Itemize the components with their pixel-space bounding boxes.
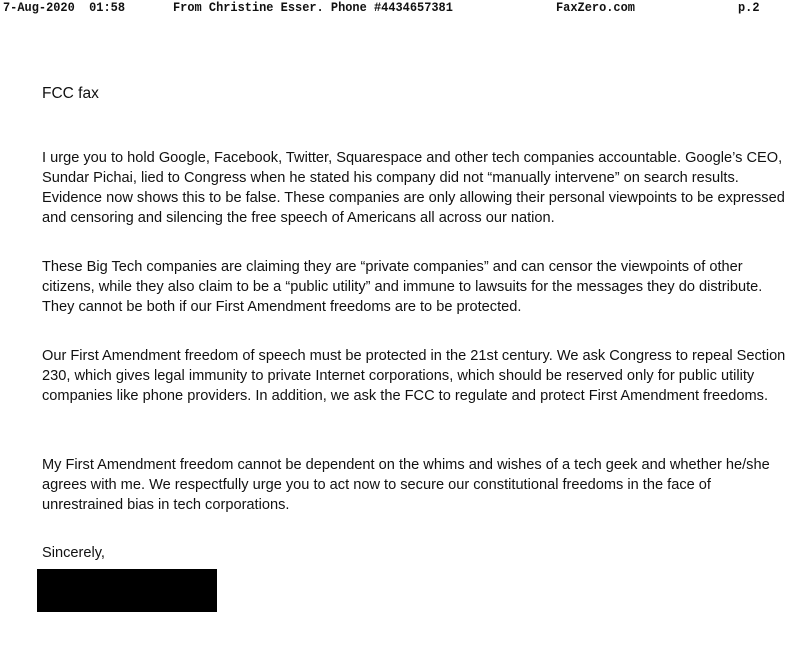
fax-page-number: p.2	[738, 0, 760, 15]
letter-subject: FCC fax	[42, 85, 99, 102]
letter-paragraph: These Big Tech companies are claiming they are “private companies” and can censor the viewpoints of other citizens, while they also claim to be a “public utility” and immune to lawsuits for the messages they do distribute. They cannot be both if our First Amendment freedoms are to be protected.	[42, 259, 763, 315]
letter-paragraph: My First Amendment freedom cannot be dependent on the whims and wishes of a tech geek and whether he/she agrees with me. We respectfully urge you to act now to secure our constitutional freedoms in the face of unrestrained bias in tech corporations.	[42, 457, 770, 513]
letter-paragraph: Our First Amendment freedom of speech must be protected in the 21st century. We ask Congress to repeal Section 230, which gives legal immunity to private Internet corporations, which should be reserved only for public utility companies like phone providers. In addition, we ask the FCC to regulate and protect First Amendment freedoms.	[42, 348, 786, 404]
letter-closing: Sincerely,	[42, 545, 105, 561]
fax-service: FaxZero.com	[556, 0, 635, 15]
letter-paragraph: I urge you to hold Google, Facebook, Twitter, Squarespace and other tech companies accountable. Google’s CEO, Sundar Pichai, lied to Congress when he stated his company did not “manually intervene” on search results. Evidence now shows this to be false. These companies are only allowing their personal viewpoints to be expressed and censoring and silencing the free speech of Americans all across our nation.	[42, 150, 785, 226]
fax-sender: From Christine Esser. Phone #4434657381	[173, 0, 453, 15]
redacted-signature	[37, 569, 217, 612]
fax-datetime: 7-Aug-2020 01:58	[3, 0, 126, 15]
